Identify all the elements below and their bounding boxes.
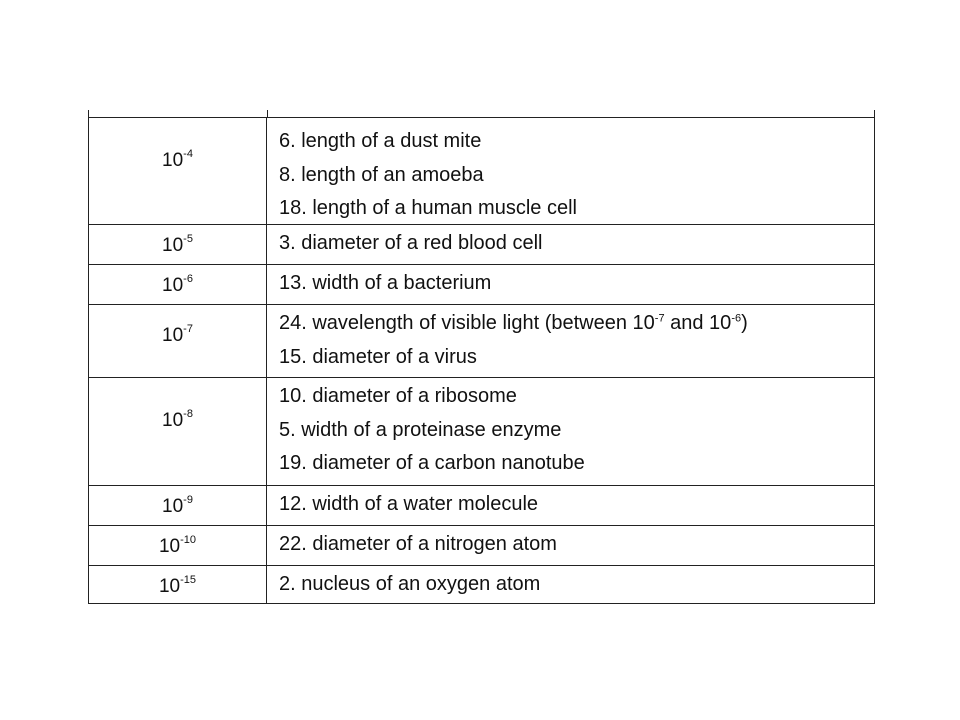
base: 10 bbox=[162, 235, 184, 256]
list-item: 5. width of a proteinase enzyme bbox=[279, 418, 562, 441]
list-item: 6. length of a dust mite bbox=[279, 130, 482, 152]
table-row bbox=[89, 224, 874, 264]
list-item: 22. diameter of a nitrogen atom bbox=[279, 533, 557, 555]
exponent: -7 bbox=[183, 322, 193, 335]
power-of-ten-cell bbox=[89, 225, 267, 264]
list-item bbox=[279, 307, 866, 341]
base: 10 bbox=[162, 275, 184, 296]
base: 10 bbox=[162, 150, 184, 171]
base: 10 bbox=[162, 496, 184, 517]
list-item: 10. diameter of a ribosome bbox=[279, 385, 517, 407]
list-item: 2. nucleus of an oxygen atom bbox=[279, 573, 541, 595]
power-of-ten-cell bbox=[89, 265, 267, 304]
exponent: -10 bbox=[180, 533, 197, 546]
power-of-ten-cell bbox=[89, 378, 267, 485]
item-text: and 10 bbox=[664, 312, 732, 334]
base: 10 bbox=[158, 576, 181, 597]
examples-cell bbox=[279, 568, 866, 602]
list-item: 15. diameter of a virus bbox=[279, 345, 477, 368]
power-of-ten-cell bbox=[89, 486, 267, 525]
list-item: 8. length of an amoeba bbox=[279, 163, 484, 186]
exponent: -7 bbox=[654, 312, 665, 325]
exponent: -8 bbox=[183, 407, 193, 420]
exponent: -6 bbox=[183, 272, 193, 285]
exponent: -9 bbox=[183, 493, 193, 506]
examples-cell bbox=[279, 528, 866, 562]
examples-cell bbox=[279, 380, 866, 481]
list-item: 18. length of a human muscle cell bbox=[279, 197, 577, 219]
exponent: -15 bbox=[180, 573, 197, 586]
table-row bbox=[89, 525, 874, 565]
item-text: 24. wavelength of visible light (between 10 bbox=[279, 312, 655, 334]
exponent: -4 bbox=[183, 147, 193, 160]
table-row bbox=[89, 485, 874, 525]
power-of-ten-cell bbox=[89, 526, 267, 565]
exponent: -5 bbox=[183, 232, 193, 245]
table-row bbox=[89, 304, 874, 377]
examples-cell bbox=[279, 307, 866, 374]
table-row bbox=[89, 377, 874, 485]
examples-cell bbox=[279, 125, 866, 226]
list-item: 13. width of a bacterium bbox=[279, 272, 492, 294]
table-row bbox=[89, 117, 874, 224]
item-text: ) bbox=[741, 312, 748, 334]
list-item: 12. width of a water molecule bbox=[279, 493, 539, 515]
examples-cell bbox=[279, 488, 866, 522]
power-of-ten-cell bbox=[89, 305, 267, 377]
scale-table bbox=[88, 110, 875, 604]
examples-cell bbox=[279, 267, 866, 301]
table-row bbox=[89, 565, 874, 604]
base: 10 bbox=[162, 325, 184, 346]
base: 10 bbox=[158, 536, 181, 557]
exponent: -6 bbox=[731, 312, 742, 325]
table-top-stub bbox=[267, 110, 268, 117]
list-item: 19. diameter of a carbon nanotube bbox=[279, 452, 585, 474]
list-item: 3. diameter of a red blood cell bbox=[279, 232, 543, 254]
table-row bbox=[89, 264, 874, 304]
base: 10 bbox=[162, 410, 184, 431]
power-of-ten-cell bbox=[89, 566, 267, 603]
power-of-ten-cell bbox=[89, 118, 267, 224]
examples-cell bbox=[279, 227, 866, 261]
